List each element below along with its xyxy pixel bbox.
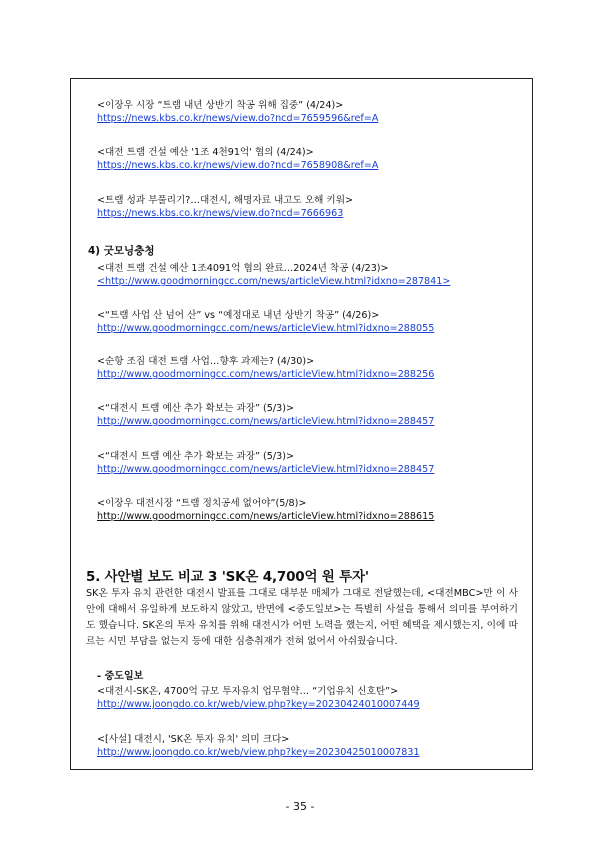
- article-title: <이장우 시장 “트램 내년 상반기 착공 위해 집중” (4/24)>: [97, 100, 344, 111]
- article-link[interactable]: http://www.goodmorningcc.com/news/articleView.html?idxno=288457: [97, 416, 435, 427]
- section-heading: 4) 굿모닝충청: [88, 245, 155, 257]
- article-entry: [97, 402, 434, 428]
- article-link[interactable]: http://www.joongdo.co.kr/web/view.php?key=20230425010007831: [97, 747, 420, 758]
- section-heading: 5. 사안별 보도 비교 3 'SK온 4,700억 원 투자': [86, 569, 369, 585]
- article-title: <대전 트램 건설 예산 1조4091억 협의 완료…2024년 착공 (4/23)>: [97, 263, 389, 274]
- page-number: - 35 -: [285, 800, 315, 813]
- article-title: <이장우 대전시장 “트램 정치공세 없어야”(5/8)>: [97, 498, 307, 509]
- subsection-heading: - 중도일보: [97, 671, 144, 682]
- article-link[interactable]: http://www.goodmorningcc.com/news/articleView.html?idxno=288256: [97, 369, 435, 380]
- article-entry: [97, 497, 434, 523]
- article-entry: [97, 733, 420, 759]
- article-link[interactable]: https://news.kbs.co.kr/news/view.do?ncd=7658908&ref=A: [97, 160, 379, 171]
- article-link[interactable]: http://www.joongdo.co.kr/web/view.php?key=20230424010007449: [97, 699, 420, 710]
- article-title: <순항 조짐 대전 트램 사업…향후 과제는? (4/30)>: [97, 356, 315, 367]
- article-entry: [97, 355, 434, 381]
- article-entry: [97, 450, 434, 476]
- article-title: <“대전시 트램 예산 추가 확보는 과장” (5/3)>: [97, 451, 294, 462]
- article-link[interactable]: https://news.kbs.co.kr/news/view.do?ncd=7666963: [97, 208, 344, 219]
- article-link[interactable]: http://www.goodmorningcc.com/news/articleView.html?idxno=288457: [97, 464, 435, 475]
- article-title: <트램 성과 부풀리기?…대전시, 해명자료 내고도 오해 키워>: [97, 195, 353, 206]
- article-entry: [97, 194, 353, 220]
- article-title: <대전 트램 건설 예산 '1조 4천91억' 협의 (4/24)>: [97, 147, 314, 158]
- article-link[interactable]: http://www.goodmorningcc.com/news/articleView.html?idxno=288055: [97, 323, 435, 334]
- article-title: <대전시-SK온, 4700억 규모 투자유치 업무협약… “기업유치 신호탄”>: [97, 686, 399, 697]
- article-link[interactable]: https://news.kbs.co.kr/news/view.do?ncd=7659596&ref=A: [97, 113, 379, 124]
- article-entry: [97, 262, 450, 288]
- article-entry: [97, 146, 378, 172]
- article-entry: [97, 685, 420, 711]
- article-entry: [97, 309, 434, 335]
- article-title: <“대전시 트램 예산 추가 확보는 과장” (5/3)>: [97, 403, 294, 414]
- article-title: <“트램 사업 산 넘어 산” vs “예정대로 내년 상반기 착공” (4/26)>: [97, 310, 380, 321]
- section-paragraph: SK온 투자 유치 관련한 대전시 발표를 그대로 대부분 매체가 그대로 전달했는데, <대전MBC>만 이 사안에 대해서 유일하게 보도하지 않았고, 반면에 <중도일보>는 특별히 사설을 통해서 의미를 부여하기도 했습니다. SK온의 투자 유치를 위해 대전시가 어떤 노력을 했는지, 어떤 혜택을 제시했는지, 이에 따르는 시민 부담을 없는지 등에 대한 심층취재가 전혀 없어서 아쉬웠습니다.: [86, 588, 518, 647]
- article-link[interactable]: <http://www.goodmorningcc.com/news/articleView.html?idxno=287841>: [97, 276, 451, 287]
- article-entry: [97, 99, 378, 125]
- article-title: <[사설] 대전시, 'SK온 투자 유치' 의미 크다>: [97, 734, 290, 745]
- article-link[interactable]: http://www.goodmorningcc.com/news/articleView.html?idxno=288615: [97, 511, 435, 522]
